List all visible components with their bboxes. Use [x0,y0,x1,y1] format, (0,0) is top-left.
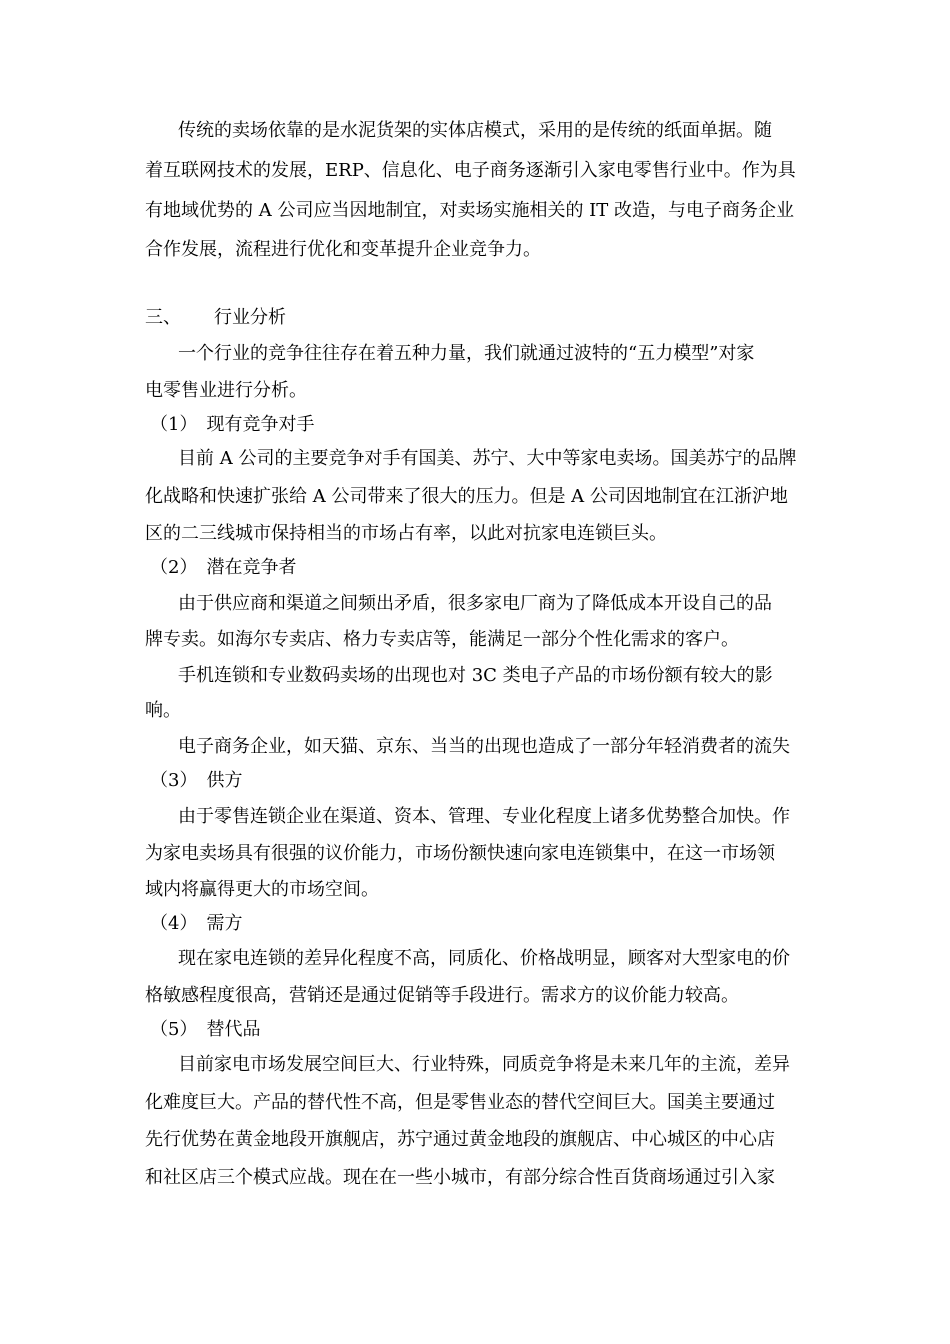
subheading-2: （2） 潜在竞争者 [150,557,297,578]
section-intro-line-1: 一个行业的竞争往往存在着五种力量，我们就通过波特的“五力模型”对家 [178,343,755,364]
sub5-line-2: 化难度巨大。产品的替代性不高，但是零售业态的替代空间巨大。国美主要通过 [145,1092,775,1113]
subheading-5: （5） 替代品 [150,1019,261,1040]
sub3-line-3: 域内将赢得更大的市场空间。 [145,879,379,900]
sub2-line-2: 牌专卖。如海尔专卖店、格力专卖店等，能满足一部分个性化需求的客户。 [145,629,739,650]
sub1-line-1: 目前 A 公司的主要竞争对手有国美、苏宁、大中等家电卖场。国美苏宁的品牌 [178,448,797,469]
sub5-line-4: 和社区店三个模式应战。现在在一些小城市，有部分综合性百货商场通过引入家 [145,1167,775,1188]
sub4-line-1: 现在家电连锁的差异化程度不高，同质化、价格战明显，顾客对大型家电的价 [178,948,790,969]
sub1-line-2: 化战略和快速扩张给 A 公司带来了很大的压力。但是 A 公司因地制宜在江浙沪地 [145,486,788,507]
subheading-3: （3） 供方 [150,770,243,791]
sub1-line-3: 区的二三线城市保持相当的市场占有率，以此对抗家电连锁巨头。 [145,523,667,544]
intro-line-2: 着互联网技术的发展，ERP、信息化、电子商务逐渐引入家电零售行业中。作为具 [145,160,796,181]
subheading-4: （4） 需方 [150,913,243,934]
sub4-line-2: 格敏感程度很高，营销还是通过促销等手段进行。需求方的议价能力较高。 [145,985,739,1006]
sub2-line-4: 响。 [145,700,181,721]
intro-line-4: 合作发展，流程进行优化和变革提升企业竞争力。 [145,239,541,260]
sub2-line-5: 电子商务企业，如天猫、京东、当当的出现也造成了一部分年轻消费者的流失 [178,736,790,757]
subheading-1: （1） 现有竞争对手 [150,414,315,435]
sub3-line-1: 由于零售连锁企业在渠道、资本、管理、专业化程度上诸多优势整合加快。作 [178,806,790,827]
intro-line-3: 有地域优势的 A 公司应当因地制宜，对卖场实施相关的 IT 改造，与电子商务企业 [145,200,794,221]
sub5-line-1: 目前家电市场发展空间巨大、行业特殊，同质竞争将是未来几年的主流，差异 [178,1054,790,1075]
section-number: 三、 [145,307,181,328]
section-intro-line-2: 电零售业进行分析。 [145,380,307,401]
sub3-line-2: 为家电卖场具有很强的议价能力，市场份额快速向家电连锁集中，在这一市场领 [145,843,775,864]
sub2-line-3: 手机连锁和专业数码卖场的出现也对 3C 类电子产品的市场份额有较大的影 [178,665,773,686]
sub5-line-3: 先行优势在黄金地段开旗舰店，苏宁通过黄金地段的旗舰店、中心城区的中心店 [145,1129,775,1150]
section-title: 行业分析 [214,307,286,328]
sub2-line-1: 由于供应商和渠道之间频出矛盾，很多家电厂商为了降低成本开设自己的品 [178,593,772,614]
intro-line-1: 传统的卖场依靠的是水泥货架的实体店模式，采用的是传统的纸面单据。随 [178,120,772,141]
